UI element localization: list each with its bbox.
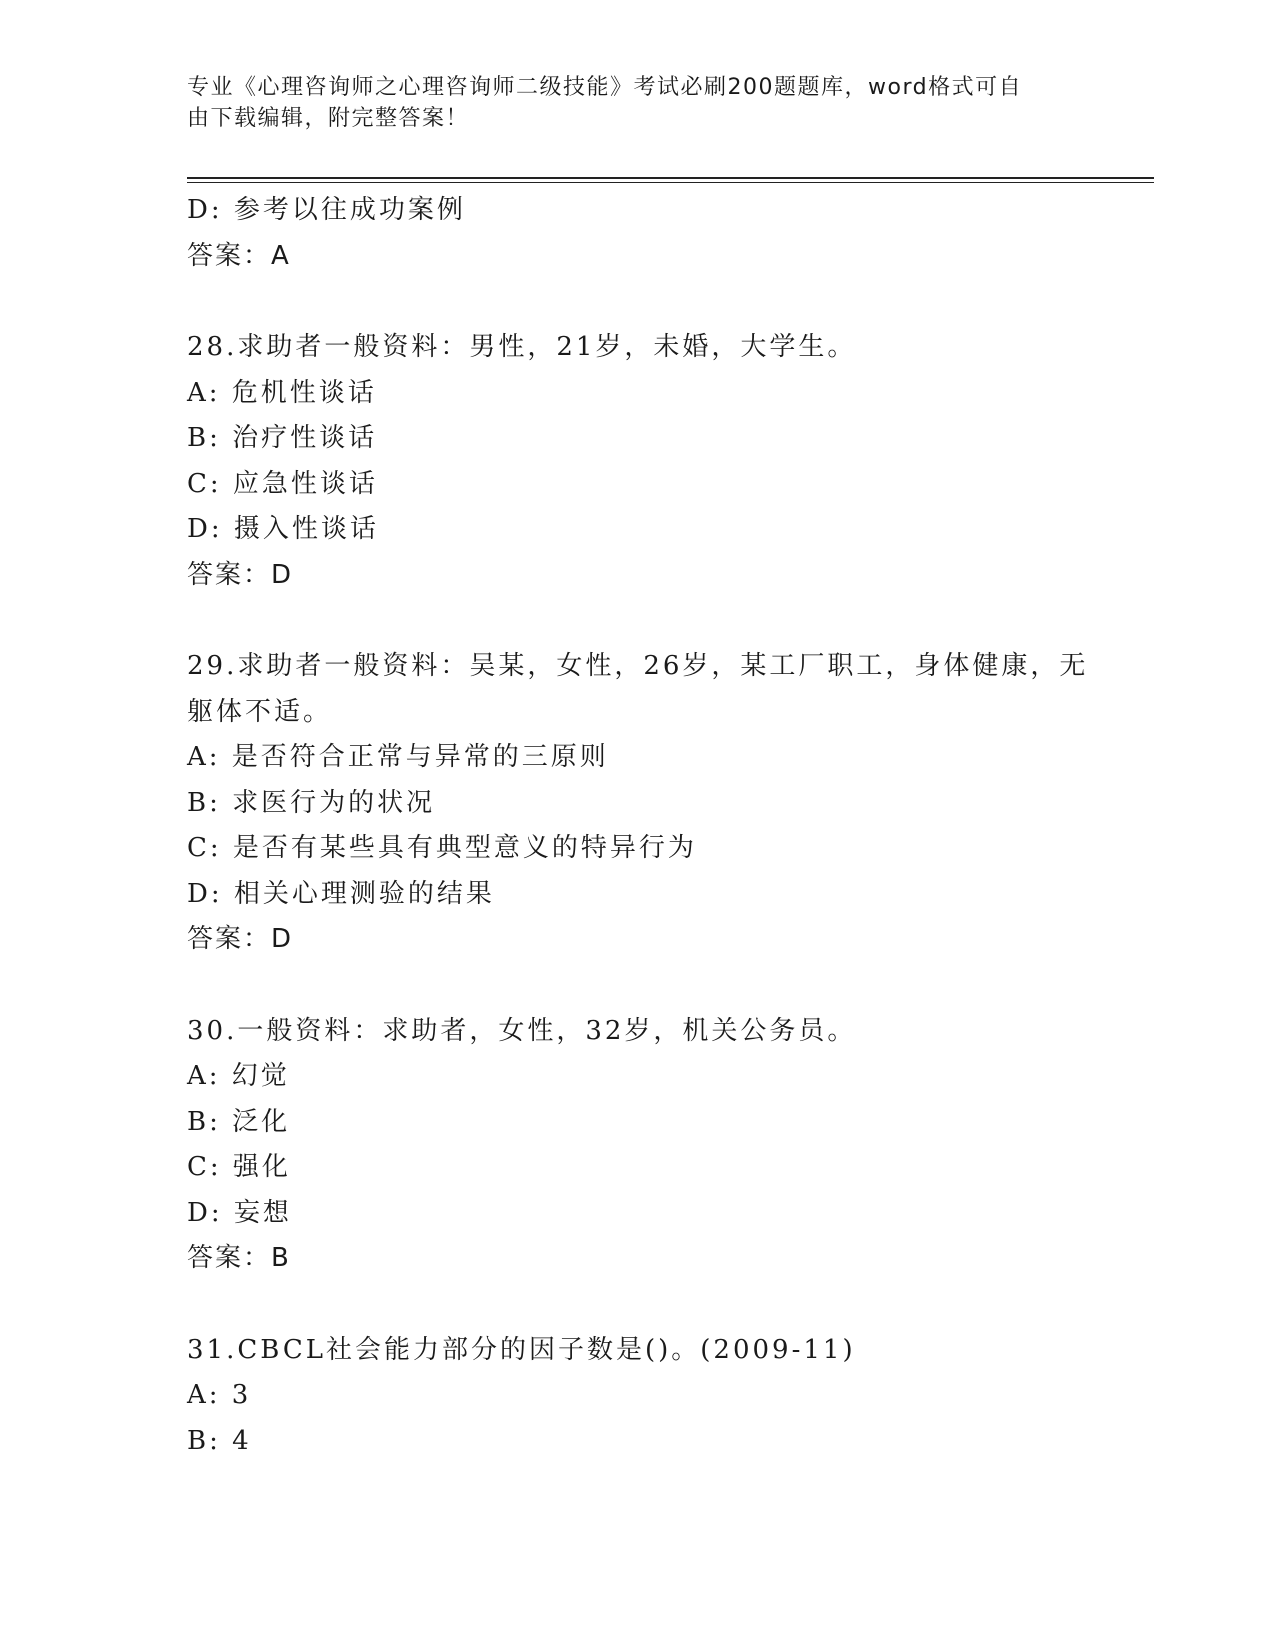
spacer [187, 279, 1087, 325]
answer-label: 答案：B [187, 1243, 291, 1273]
answer-label: 答案：A [187, 240, 291, 271]
header-divider-thick [187, 177, 1154, 179]
option-d: D: 摄入性谈话 [187, 514, 379, 544]
option-d: D: 妄想 [187, 1197, 292, 1228]
option-d: D: 相关心理测验的结果 [187, 878, 495, 909]
option-c: C: 强化 [187, 1152, 291, 1182]
header-line-1: 专业《心理咨询师之心理咨询师二级技能》考试必刷200题题库，word格式可自 [187, 75, 1023, 100]
question-30: 30.一般资料：求助者，女性，32岁，机关公务员。 [187, 1015, 857, 1046]
option-b: B: 4 [187, 1425, 252, 1456]
question-29-line-1: 29.求助者一般资料：吴某，女性，26岁，某工厂职工，身体健康，无 [187, 651, 1089, 681]
question-31: 31.CBCL社会能力部分的因子数是()。(2009-11) [187, 1334, 856, 1365]
option-c: C: 是否有某些具有典型意义的特异行为 [187, 833, 697, 863]
option-b: B: 治疗性谈话 [187, 423, 378, 453]
option-a: A: 是否符合正常与异常的三原则 [187, 742, 609, 772]
header-line-2: 由下载编辑，附完整答案！ [187, 106, 470, 131]
option-a: A: 危机性谈话 [187, 377, 377, 408]
option-a: A: 3 [187, 1380, 252, 1410]
option-c: C: 应急性谈话 [187, 468, 378, 499]
option-a: A: 幻觉 [187, 1061, 290, 1091]
spacer [187, 598, 1087, 644]
spacer [187, 1282, 1087, 1328]
answer-label: 答案：D [187, 924, 294, 954]
question-28: 28.求助者一般资料：男性，21岁，未婚，大学生。 [187, 332, 857, 362]
header-divider-thin [187, 182, 1154, 183]
question-29-line-2: 躯体不适。 [187, 696, 333, 727]
option-b: B: 泛化 [187, 1106, 291, 1137]
option-d: D: 参考以往成功案例 [187, 195, 466, 225]
answer-label: 答案：D [187, 559, 294, 590]
spacer [187, 963, 1087, 1009]
document-header [187, 72, 1067, 134]
option-b: B: 求医行为的状况 [187, 787, 436, 818]
question-list [187, 188, 1087, 1464]
